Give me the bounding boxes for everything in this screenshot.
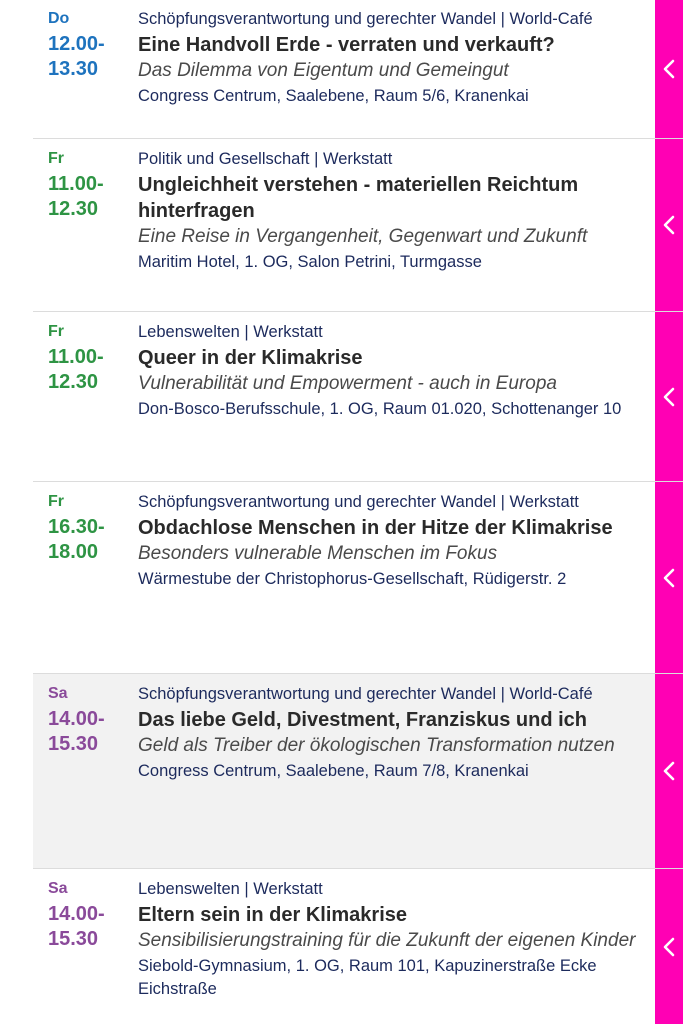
event-category: Schöpfungsverantwortung und gerechter Wandel | World-Café — [138, 10, 593, 28]
expand-tab[interactable] — [655, 312, 683, 481]
chevron-left-icon — [663, 937, 675, 957]
event-content — [138, 148, 643, 274]
chevron-left-icon — [663, 59, 675, 79]
event-day: Fr — [48, 493, 64, 510]
event-title: Queer in der Klimakrise — [138, 347, 363, 369]
event-content — [138, 8, 643, 108]
event-subtitle: Besonders vulnerable Menschen im Fokus — [138, 543, 498, 564]
event-time: 11.00- 12.30 — [48, 346, 104, 393]
expand-tab[interactable] — [655, 139, 683, 311]
expand-tab[interactable] — [655, 674, 683, 868]
event-subtitle: Geld als Treiber der ökologischen Transformation nutzen — [138, 735, 615, 756]
event-content — [138, 491, 643, 591]
event-time: 16.30- 18.00 — [48, 516, 105, 563]
chevron-left-icon — [663, 387, 675, 407]
event-subtitle: Vulnerabilität und Empowerment - auch in Europa — [138, 373, 557, 394]
event-content — [138, 321, 643, 421]
event-content — [138, 878, 643, 1001]
event-location: Congress Centrum, Saalebene, Raum 5/6, Kranenkai — [138, 86, 529, 105]
event-title: Ungleichheit verstehen - materiellen Reichtum hinterfragen — [138, 174, 579, 222]
event-item[interactable] — [33, 482, 683, 674]
event-item[interactable] — [33, 869, 683, 1024]
event-day: Do — [48, 10, 70, 27]
event-category: Schöpfungsverantwortung und gerechter Wandel | World-Café — [138, 685, 593, 703]
event-item[interactable] — [33, 0, 683, 139]
event-time: 14.00- 15.30 — [48, 708, 105, 755]
event-location: Maritim Hotel, 1. OG, Salon Petrini, Turmgasse — [138, 252, 482, 271]
event-item[interactable] — [33, 674, 683, 869]
event-item[interactable] — [33, 312, 683, 482]
event-day: Sa — [48, 685, 68, 702]
event-title: Eine Handvoll Erde - verraten und verkauft? — [138, 34, 555, 56]
event-day: Fr — [48, 150, 64, 167]
event-day: Sa — [48, 880, 68, 897]
event-title: Eltern sein in der Klimakrise — [138, 904, 407, 926]
event-title: Das liebe Geld, Divestment, Franziskus und ich — [138, 709, 588, 731]
chevron-left-icon — [663, 568, 675, 588]
event-location: Congress Centrum, Saalebene, Raum 7/8, Kranenkai — [138, 761, 529, 780]
event-location: Wärmestube der Christophorus-Gesellschaft, Rüdigerstr. 2 — [138, 569, 567, 588]
event-category: Schöpfungsverantwortung und gerechter Wandel | Werkstatt — [138, 493, 579, 511]
event-location: Siebold-Gymnasium, 1. OG, Raum 101, Kapuzinerstraße Ecke Eichstraße — [138, 956, 597, 998]
event-subtitle: Das Dilemma von Eigentum und Gemeingut — [138, 60, 509, 81]
event-time: 14.00- 15.30 — [48, 903, 105, 950]
expand-tab[interactable] — [655, 482, 683, 673]
event-title: Obdachlose Menschen in der Hitze der Klimakrise — [138, 517, 613, 539]
expand-tab[interactable] — [655, 869, 683, 1024]
chevron-left-icon — [663, 215, 675, 235]
event-item[interactable] — [33, 139, 683, 312]
event-time: 12.00- 13.30 — [48, 33, 105, 80]
event-category: Politik und Gesellschaft | Werkstatt — [138, 150, 393, 168]
chevron-left-icon — [663, 761, 675, 781]
event-category: Lebenswelten | Werkstatt — [138, 323, 323, 341]
event-location: Don-Bosco-Berufsschule, 1. OG, Raum 01.020, Schottenanger 10 — [138, 399, 622, 418]
event-time: 11.00- 12.30 — [48, 173, 104, 220]
event-subtitle: Sensibilisierungstraining für die Zukunft der eigenen Kinder — [138, 930, 636, 951]
event-subtitle: Eine Reise in Vergangenheit, Gegenwart und Zukunft — [138, 226, 588, 247]
event-category: Lebenswelten | Werkstatt — [138, 880, 323, 898]
event-content — [138, 683, 643, 783]
expand-tab[interactable] — [655, 0, 683, 138]
event-day: Fr — [48, 323, 64, 340]
